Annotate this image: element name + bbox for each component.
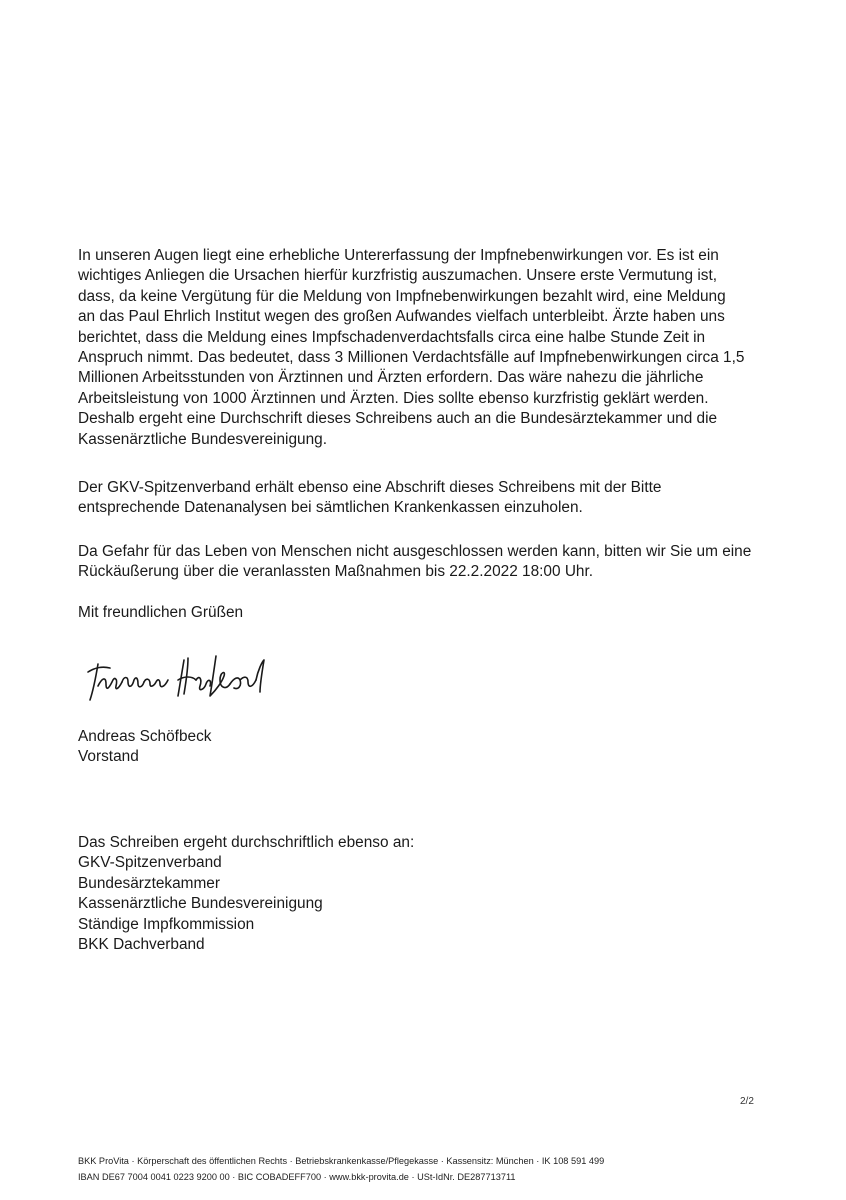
text-line: wichtiges Anliegen die Ursachen hierfür kurzfristig auszumachen. Unsere erste Vermutung ist, xyxy=(78,267,718,285)
cc-intro: Das Schreiben ergeht durchschriftlich ebenso an: xyxy=(78,834,415,851)
page-number: 2/2 xyxy=(740,1096,754,1107)
paragraph-gkv-request xyxy=(78,478,768,519)
signer-name: Andreas Schöfbeck xyxy=(78,728,212,745)
paragraph-deadline xyxy=(78,542,768,583)
text-line: In unseren Augen liegt eine erhebliche Untererfassung der Impfnebenwirkungen vor. Es ist ein xyxy=(78,247,719,264)
paragraph-underreporting xyxy=(78,246,768,450)
signer-title: Vorstand xyxy=(78,748,139,766)
text-line: berichtet, dass die Meldung eines Impfschadenverdachtsfalls circa eine halbe Stunde Zeit in xyxy=(78,328,706,346)
text-line: dass, da keine Vergütung für die Meldung von Impfnebenwirkungen bezahlt wird, eine Meldung xyxy=(78,287,726,305)
footer-line-company: BKK ProVita · Körperschaft des öffentlichen Rechts · Betriebskrankenkasse/Pflegekasse · Kassensitz: München · IK 108 591 499 xyxy=(78,1156,605,1166)
text-line: Kassenärztliche Bundesvereinigung. xyxy=(78,430,327,448)
cc-recipient: BKK Dachverband xyxy=(78,936,205,954)
cc-recipient: GKV-Spitzenverband xyxy=(78,854,222,872)
text-line: Anspruch nimmt. Das bedeutet, dass 3 Millionen Verdachtsfälle auf Impfnebenwirkungen circa 1,5 xyxy=(78,349,745,367)
cc-recipient: Bundesärztekammer xyxy=(78,874,220,892)
cc-recipient: Ständige Impfkommission xyxy=(78,915,255,933)
text-line: an das Paul Ehrlich Institut wegen des großen Aufwandes vielfach unterbleibt. Ärzte haben uns xyxy=(78,308,725,326)
handwritten-signature xyxy=(84,650,284,710)
closing-salutation: Mit freundlichen Grüßen xyxy=(78,604,244,621)
cc-recipients-block xyxy=(78,833,768,955)
text-line: Deshalb ergeht eine Durchschrift dieses Schreibens auch an die Bundesärztekammer und die xyxy=(78,410,718,428)
text-line: Millionen Arbeitsstunden von Ärztinnen und Ärzten erfordern. Das wäre nahezu die jährliche xyxy=(78,369,704,387)
cc-recipient: Kassenärztliche Bundesvereinigung xyxy=(78,895,323,913)
text-line: Der GKV-Spitzenverband erhält ebenso eine Abschrift dieses Schreibens mit der Bitte xyxy=(78,479,662,496)
text-line: Arbeitsleistung von 1000 Ärztinnen und Ärzten. Dies sollte ebenso kurzfristig geklärt werden. xyxy=(78,389,709,407)
letter-footer xyxy=(78,1153,604,1185)
text-line: entsprechende Datenanalysen bei sämtlichen Krankenkassen einzuholen. xyxy=(78,499,583,517)
text-line: Rückäußerung über die veranlassten Maßnahmen bis 22.2.2022 18:00 Uhr. xyxy=(78,563,594,581)
text-line: Da Gefahr für das Leben von Menschen nicht ausgeschlossen werden kann, bitten wir Sie um eine xyxy=(78,543,752,560)
signer-block xyxy=(78,727,768,768)
footer-line-bank: IBAN DE67 7004 0041 0223 9200 00 · BIC COBADEFF700 · www.bkk-provita.de · USt-IdNr. DE287713711 xyxy=(78,1172,516,1182)
